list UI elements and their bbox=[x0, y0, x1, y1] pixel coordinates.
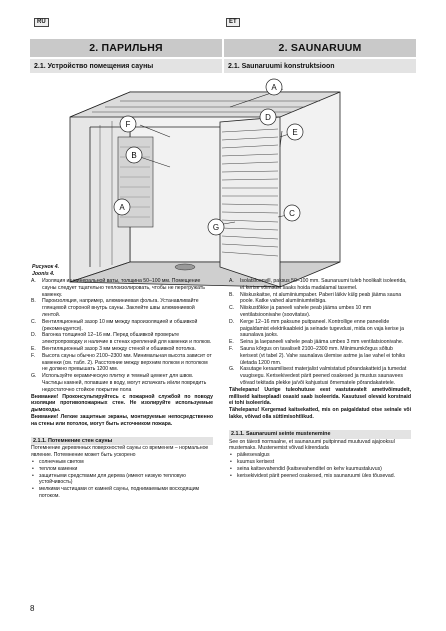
figure-caption-ru: Рисунок 4. bbox=[32, 264, 60, 270]
legend-item-c: C. Вентиляционный зазор 10 мм между пароизоляцией и обшивкой (рекомендуется). bbox=[31, 318, 198, 332]
warning-text: Tähelepanu! Uurige tuleohutuse eest vastutavatelt ametivõimudelt, milliseid kaitseplaadi osasid saab isoleerida. Kasutusel olevaid korstnaid ei tohi isoleerida. bbox=[229, 386, 411, 407]
page-number: 8 bbox=[30, 604, 35, 613]
language-tag-ru: RU bbox=[34, 18, 49, 27]
bullet-item: • kuumus kerisest bbox=[229, 459, 411, 466]
figure-caption-et: Joonis 4. bbox=[32, 271, 55, 277]
callout-label-a: A bbox=[271, 83, 277, 92]
section-title-et: 2.1. Saunaruumi konstruktsioon bbox=[224, 59, 416, 73]
bullet-item: • защитными средствами для дерева (имеют низкую тепловую устойчивость) bbox=[31, 473, 213, 487]
bullet-item: • солнечным светом bbox=[31, 459, 213, 466]
legend-item-f: F. Sauna kõrgus on tavaliselt 2100–2300 mm. Miinimumkõrgus sõltub kerisest (vt tabel 2). Vahe saunalava ülemise astme ja lae vahel ei tohiks ületada 1200 mm. bbox=[229, 345, 406, 366]
bullet-item: • теплом каменки bbox=[31, 466, 213, 473]
callout-label-e: E bbox=[292, 128, 298, 137]
legend-item-g: G. Используйте керамическую плитку и темный цемент для швов. Частицы камней, попавшие в воду, могут испачкать и/или повредить недостаточно стойкое покрытие пола bbox=[31, 373, 207, 393]
chapter-title-et: 2. SAUNARUUM bbox=[224, 39, 416, 57]
legend-item-a: A. Isolatsioonvill, paksus 50–100 mm. Saunaruumi tuleb hoolikalt isoleerida, et kerise võimsust saaks hoida madalamal tasemel. bbox=[229, 278, 407, 291]
subsection-intro: Потемнение деревянных поверхностей сауны со временем – нормальное явление. Потемнение может быть ускорено bbox=[31, 445, 209, 459]
subsection-title: 2.1.1. Потемнение стен сауны bbox=[31, 437, 213, 446]
bullet-item: • seina kaitsevahendid (kaitsevahenditel on kehv kuumustaluvus) bbox=[229, 466, 411, 473]
section-title-ru: 2.1. Устройство помещения сауны bbox=[30, 59, 222, 73]
chapter-title-ru: 2. ПАРИЛЬНЯ bbox=[30, 39, 222, 57]
callout-label-f: F bbox=[125, 120, 131, 129]
bullet-item: • kerisekividest pärit peened osakesed, mis saunaruumi üles tõusevad. bbox=[229, 473, 411, 480]
subsection-intro: See on täiesti normaalne, et saunaruumi puitpinnad muutuvad ajajooksul mustemaks. Mustenemist võivad kiirendada bbox=[229, 438, 395, 452]
legend-item-g: G. Kasutage keraamilisest materjalist valmistatud põrandakatteid ja tumedat vuugisegu. Kerisekivedest pärit peened osakesed ja mustus saunavees võivad tekitada plekke ja/või kahjustusi õrnematele põrandakatetele. bbox=[229, 366, 407, 386]
legend-item-e: E. Вентиляционный зазор 3 мм между стеной и обшивкой потолка. bbox=[31, 345, 196, 352]
legend-item-d: D. Вагонка толщиной 12–16 мм. Перед обшивкой проверьте электропроводку и наличие в стенах креплений для каменки и полков. bbox=[31, 332, 212, 346]
sauna-construction-figure bbox=[30, 77, 410, 295]
legend-item-a: A. Изоляция из минеральной ваты, толщина 50–100 мм. Помещение сауны следует тщательно теплоизолировать, чтобы не перегружать каменку. bbox=[31, 278, 205, 298]
legend-item-b: B. Пароизоляция, например, алюминиевая фольга. Устанавливайте глянцевой стороной внутрь сауны. Заклейте швы алюминиевой лентой. bbox=[31, 298, 199, 318]
column-et bbox=[229, 278, 411, 479]
callout-label-g: G bbox=[212, 223, 220, 232]
callout-label-c: C bbox=[289, 209, 295, 218]
legend-item-f: F. Высота сауны обычно 2100–2300 мм. Минимальная высота зависит от каменки (см. табл. 2). Расстояние между верхним полком и потолком не должно превышать 1200 мм. bbox=[31, 352, 212, 373]
legend-item-e: E. Seina ja laepaneeli vahele peab jääma umbes 3 mm ventilatsioonivahe. bbox=[229, 339, 404, 346]
subsection-title: 2.1.1. Saunaruumi seinte mustenemine bbox=[229, 430, 411, 439]
bullet-item: • мелкими частицами от камней сауны, поднимаемыми восходящим потоком. bbox=[31, 486, 213, 500]
warning-text-2: Внимание! Легкие защитные экраны, монтируемые непосредственно на стены или потолок, могут быть источником пожара. bbox=[31, 413, 213, 427]
legend-item-c: C. Niiskustõkke ja paneeli vahele peab jääma umbes 10 mm ventilatsioonivahe (soovitatav). bbox=[229, 305, 372, 318]
figure-caption bbox=[32, 264, 59, 278]
callout-label-a2: A bbox=[119, 203, 125, 212]
warning-text-2: Tähelepanu! Kergemad kaitsekatted, mis on paigaldatud otse seinale või lakke, võivad olla süttimisohtlikud. bbox=[229, 407, 411, 420]
bullet-item: • päikesevalgus bbox=[229, 452, 411, 459]
legend-item-d: D. Kerge 12–16 mm paksune puitpaneel. Kontrollige enne paneelide paigaldamist elektrikaableid ja seinade tugevdusi, mida on vaja kerise ja saunalava jaoks. bbox=[229, 318, 405, 339]
callout-label-d: D bbox=[265, 113, 271, 122]
warning-text: Внимание! Проконсультируйтесь с пожарной службой по поводу изоляции противопожарных стен. Не изолируйте используемые дымоходы. bbox=[31, 393, 213, 414]
language-tag-et: ET bbox=[226, 18, 240, 27]
legend-item-b: B. Niiskuskaitse, nt alumiiniumpaber. Paberi läikiv külg peab jääma sauna poole. Katke vahed alumiiniumteibiga. bbox=[229, 291, 402, 305]
callout-label-b: B bbox=[131, 151, 137, 160]
column-ru bbox=[31, 278, 213, 500]
